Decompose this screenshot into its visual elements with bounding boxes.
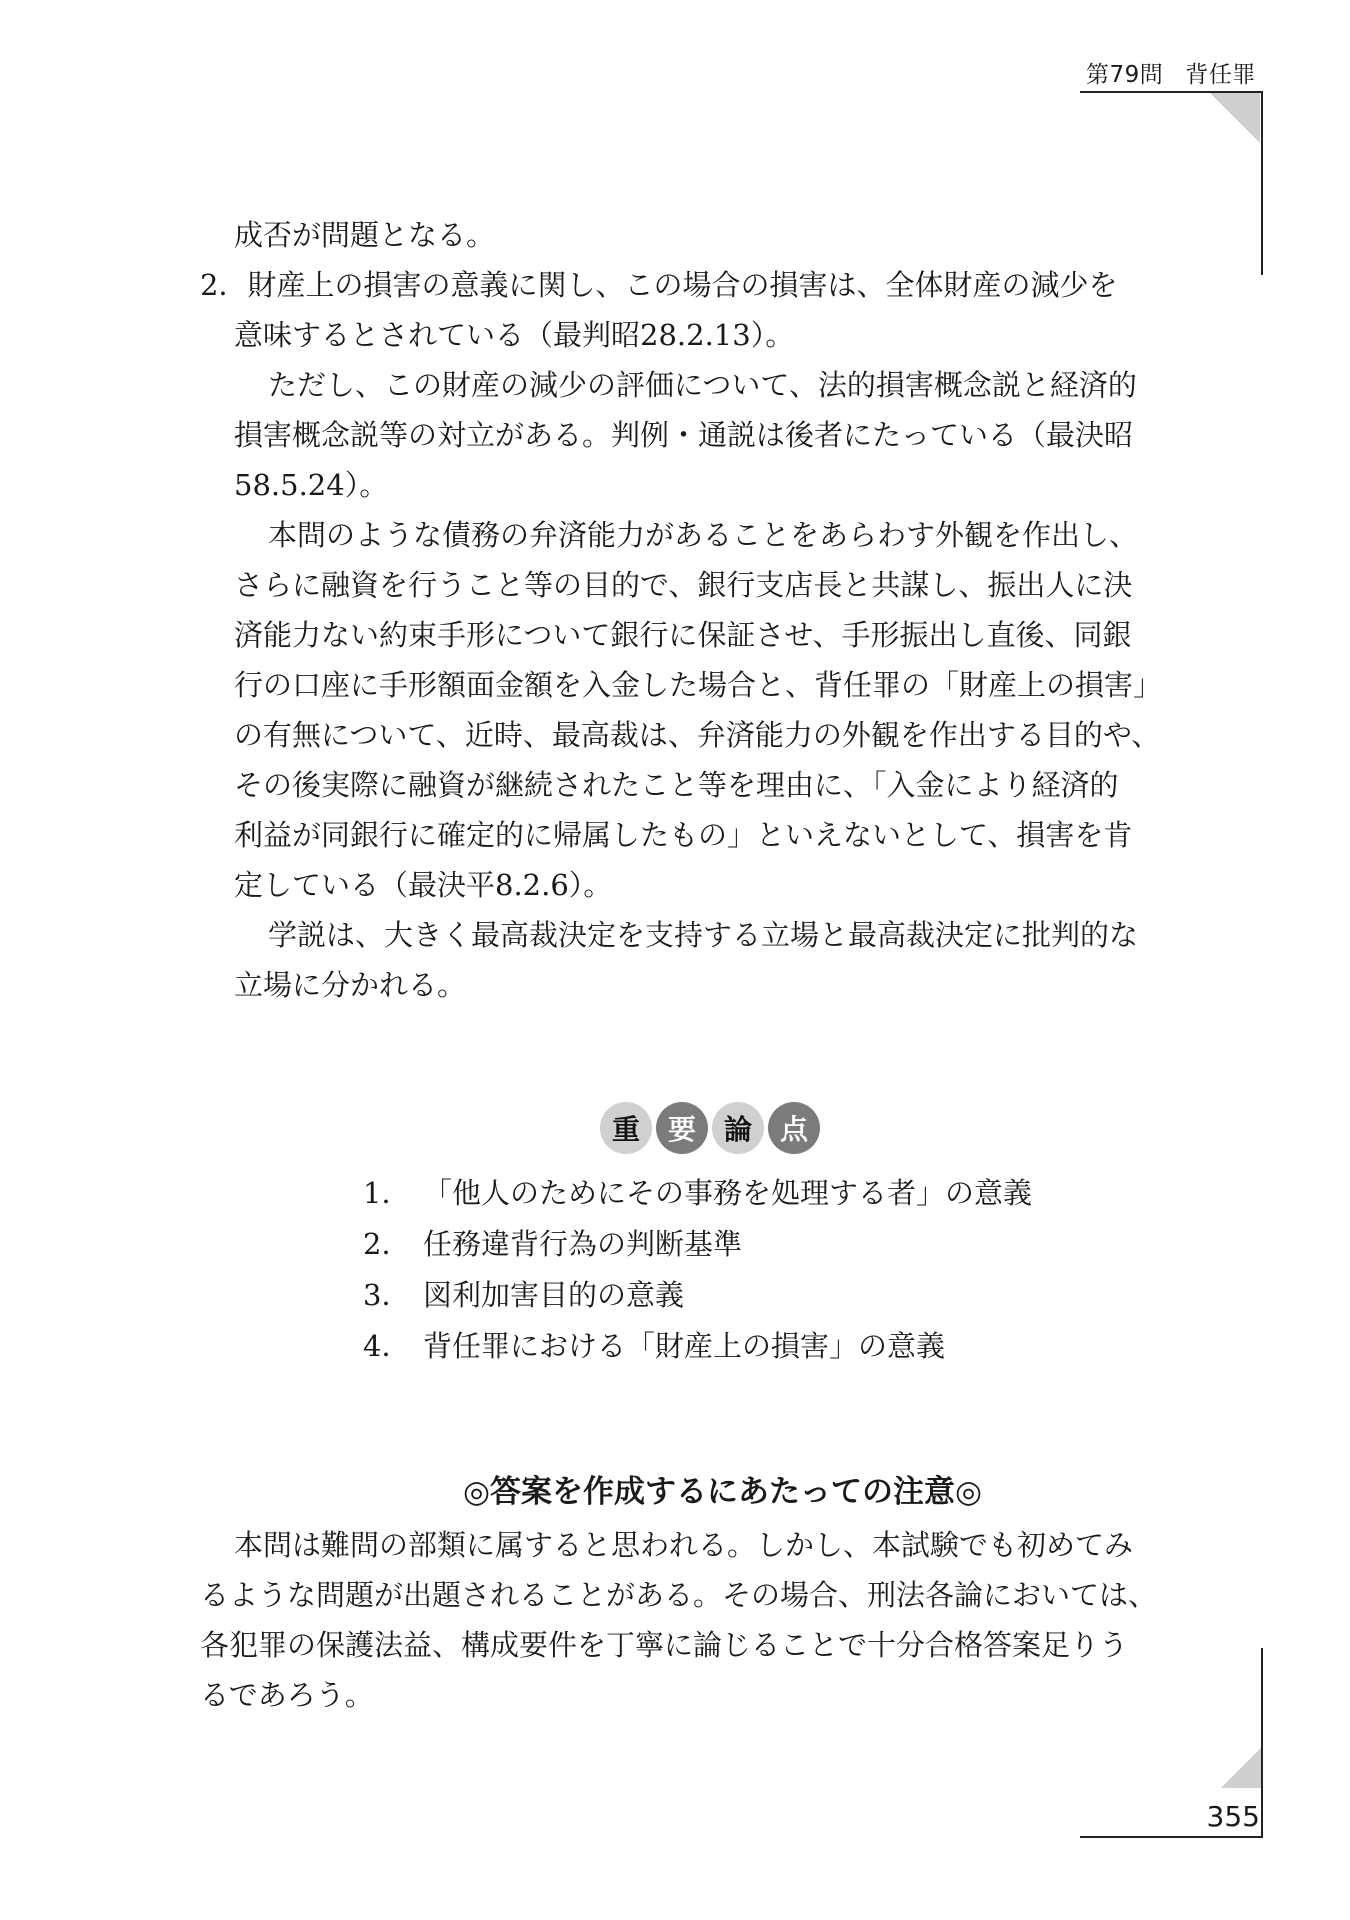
note-line: るであろう。 <box>200 1678 374 1712</box>
body-line: 定している（最決平8.2.6）。 <box>234 868 613 902</box>
note-body <box>200 1520 1245 1720</box>
note-heading: ◎答案を作成するにあたっての注意◎ <box>462 1474 983 1510</box>
list-item-number: 4． <box>363 1329 411 1363</box>
note-line: るような問題が出題されることがある。その場合、刑法各論においては、 <box>200 1578 1158 1612</box>
body-line: ただし、この財産の減少の評価について、法的損害概念説と経済的 <box>268 368 1137 402</box>
body-line: 行の口座に手形額面金額を入金した場合と、背任罪の「財産上の損害」 <box>234 668 1163 702</box>
note-line: 各犯罪の保護法益、構成要件を丁寧に論じることで十分合格答案足りう <box>200 1628 1129 1662</box>
body-line: 済能力ない約束手形について銀行に保証させ、手形振出し直後、同銀 <box>234 618 1132 652</box>
body-line: の有無について、近時、最高裁は、弁済能力の外観を作出する目的や、 <box>234 718 1161 752</box>
list-item-text: 図利加害目的の意義 <box>423 1278 685 1312</box>
list-item <box>363 1321 1163 1372</box>
key-points-badge: 点 <box>768 1102 820 1154</box>
header-margin-line <box>1261 91 1263 275</box>
body-line: 損害概念説等の対立がある。判例・通説は後者にたっている（最決昭 <box>234 418 1134 452</box>
body-line: 意味するとされている（最判昭28.2.13）。 <box>234 318 795 352</box>
body-line: 利益が同銀行に確定的に帰属したもの」といえないとして、損害を肯 <box>234 818 1133 852</box>
body-line: 立場に分かれる。 <box>234 968 467 1002</box>
running-head <box>1086 56 1266 89</box>
list-item <box>363 1168 1163 1219</box>
body-text <box>200 210 1245 1010</box>
key-points-badge: 論 <box>712 1102 764 1154</box>
list-item-number: 2． <box>363 1227 411 1261</box>
list-item-text: 「他人のためにその事務を処理する者」の意義 <box>423 1176 1033 1210</box>
footer-rule <box>1080 1836 1263 1838</box>
list-item-text: 背任罪における「財産上の損害」の意義 <box>423 1329 946 1363</box>
list-item-number: 3． <box>363 1278 411 1312</box>
list-item-text: 任務違背行為の判断基準 <box>423 1227 743 1261</box>
body-line: 2．財産上の損害の意義に関し、この場合の損害は、全体財産の減少を <box>200 268 1118 302</box>
chapter-topic: 背任罪 <box>1185 62 1256 88</box>
list-item <box>363 1219 1163 1270</box>
list-item <box>363 1270 1163 1321</box>
body-line: その後実際に融資が継続されたこと等を理由に、「入金により経済的 <box>234 768 1119 802</box>
problem-number: 第79問 <box>1086 62 1164 88</box>
page-corner-triangle-bottom <box>1221 1748 1261 1788</box>
key-points-list <box>363 1168 1163 1372</box>
body-line: さらに融資を行うこと等の目的で、銀行支店長と共謀し、振出人に決 <box>234 568 1133 602</box>
note-line: 本問は難問の部類に属すると思われる。しかし、本試験でも初めてみ <box>234 1528 1134 1562</box>
body-line: 学説は、大きく最高裁決定を支持する立場と最高裁決定に批判的な <box>268 918 1139 952</box>
key-points-badge: 要 <box>656 1102 708 1154</box>
body-line: 成否が問題となる。 <box>234 218 496 252</box>
key-points-heading <box>600 1102 830 1158</box>
key-points-badge: 重 <box>600 1102 652 1154</box>
body-line: 58.5.24）。 <box>234 468 389 502</box>
footer-margin-line <box>1261 1648 1263 1838</box>
list-item-number: 1． <box>363 1176 411 1210</box>
body-line: 本問のような債務の弁済能力があることをあらわす外観を作出し、 <box>268 518 1139 552</box>
page-number: 355 <box>1206 1800 1260 1833</box>
page-corner-triangle-top <box>1210 93 1260 143</box>
